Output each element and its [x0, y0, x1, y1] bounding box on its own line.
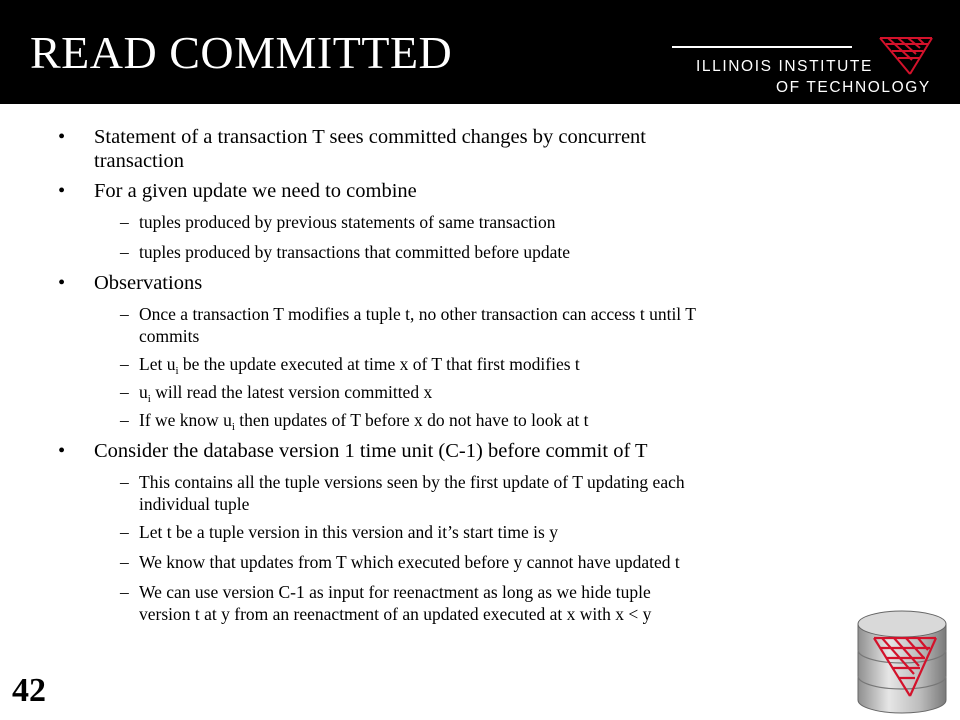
- logo-line-2: OF TECHNOLOGY: [776, 79, 931, 96]
- logo-rule: [672, 46, 852, 48]
- slide-title: READ COMMITTED: [30, 27, 453, 78]
- iit-logo: [672, 38, 957, 100]
- page-number: 42: [12, 672, 46, 709]
- iit-logo-mark-icon: [872, 34, 942, 80]
- logo-line-1: ILLINOIS INSTITUTE: [696, 58, 873, 75]
- database-icon: [852, 608, 952, 716]
- title-bar: [0, 0, 960, 104]
